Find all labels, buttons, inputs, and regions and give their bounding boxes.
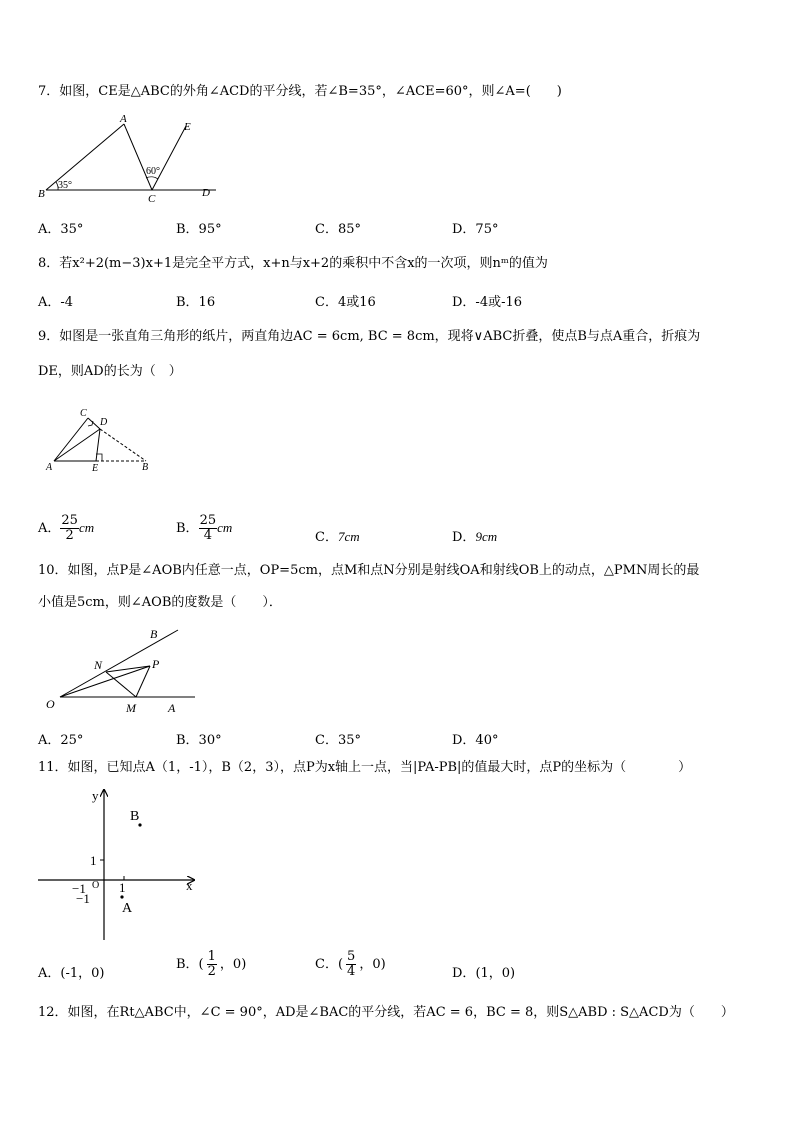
q7-angle-b: 35° (58, 180, 72, 191)
q11-label-a: A (122, 901, 133, 916)
q9-label-b: B (142, 462, 149, 473)
q7-angle-c: 60° (146, 166, 160, 177)
q11-option-b[interactable] (176, 950, 246, 979)
q11-tick-1-x: 1 (119, 880, 126, 895)
q8-option-c[interactable]: C．4或16 (315, 295, 376, 310)
q11-option-d-label: D． (452, 966, 476, 981)
q7-stem: 7．如图，CE是△ABC的外角∠ACD的平分线，若∠B=35°，∠ACE=60°，则∠A=( ) (38, 84, 562, 99)
q8-option-b[interactable]: B．16 (176, 295, 216, 310)
q11-option-b-num: 1 (207, 949, 216, 964)
q11-option-d-text: (1，0) (475, 966, 516, 981)
q9-option-b[interactable] (176, 514, 232, 543)
q9-option-a-unit: cm (78, 520, 95, 535)
q7-label-e: E (184, 121, 191, 133)
q9-label-c: C (80, 408, 87, 419)
q11-option-c-den: 4 (347, 964, 356, 979)
q11-option-b-label: B．( (176, 957, 204, 972)
q11-option-c-tail: ，0) (359, 957, 386, 972)
q9-option-c-label: C． (315, 530, 338, 545)
q9-option-a-label: A． (38, 521, 61, 536)
q7-option-b[interactable]: B．95° (176, 222, 222, 237)
q11-option-b-tail: ，0) (219, 957, 247, 972)
q10-label-m: M (126, 701, 136, 715)
q10-stem-line1: 10．如图，点P是∠AOB内任意一点，OP=5cm，点M和点N分别是射线OA和射线OB上的动点，△PMN周长的最 (38, 563, 700, 578)
q9-option-d-label: D． (452, 530, 476, 545)
q10-stem-line2: 小值是5cm，则∠AOB的度数是（ ）． (38, 595, 282, 610)
q10-label-p: P (152, 657, 160, 671)
q11-option-a-text: (-1，0) (60, 966, 105, 981)
q11-tick-neg1-x: −1 (72, 881, 86, 896)
q9-option-b-unit: cm (217, 520, 233, 535)
q11-tick-1-y: 1 (90, 853, 97, 868)
q9-stem-line2: DE，则AD的长为（ ） (38, 364, 182, 379)
q9-label-a: A (46, 462, 53, 473)
q11-label-x: x (186, 878, 193, 893)
q9-option-c-text: 7cm (337, 529, 360, 544)
q10-label-a: A (168, 701, 176, 715)
q11-label-origin: O (92, 880, 100, 891)
q11-stem: 11．如图，已知点A（1，-1），B（2，3），点P为x轴上一点，当|PA-PB|的值最大时，点P的坐标为（ ） (38, 760, 692, 775)
q7-figure (34, 110, 224, 206)
q7-option-a[interactable]: A．35° (38, 222, 84, 237)
q9-option-a-num: 25 (61, 513, 78, 528)
q11-option-a[interactable] (38, 962, 104, 981)
q10-label-o: O (46, 697, 55, 711)
q7-label-c: C (148, 193, 156, 205)
q9-option-a-den: 2 (65, 528, 74, 543)
q11-option-c[interactable] (315, 950, 386, 979)
q12-stem: 12．如图，在Rt△ABC中，∠C = 90°，AD是∠BAC的平分线，若AC = 6，BC = 8，则S△ABD : S△ACD为（ ） (38, 1005, 734, 1020)
q9-option-a[interactable] (38, 514, 94, 543)
q10-option-b[interactable]: B．30° (176, 733, 222, 748)
q11-label-y: y (92, 788, 99, 803)
q9-option-b-num: 25 (199, 513, 217, 528)
q9-label-e: E (92, 463, 99, 474)
q8-option-a[interactable]: A．-4 (38, 295, 74, 310)
q9-figure (40, 404, 170, 476)
q10-option-c[interactable]: C．35° (315, 733, 361, 748)
q11-option-b-den: 2 (207, 964, 216, 979)
q8-option-d[interactable]: D．-4或-16 (452, 295, 523, 310)
q11-tick-neg1-y: −1 (76, 891, 90, 906)
q9-label-d: D (100, 417, 108, 428)
q7-option-c[interactable]: C．85° (315, 222, 361, 237)
q11-option-c-num: 5 (347, 949, 356, 964)
q7-label-b: B (38, 188, 45, 200)
q11-figure (34, 784, 204, 944)
q9-option-b-den: 4 (203, 528, 212, 543)
q10-option-a[interactable]: A．25° (38, 733, 84, 748)
q7-label-d: D (202, 187, 210, 199)
q9-option-b-label: B． (176, 521, 199, 536)
q9-option-c[interactable] (315, 526, 360, 545)
q10-option-d[interactable]: D．40° (452, 733, 499, 748)
q9-stem-line1: 9．如图是一张直角三角形的纸片，两直角边AC = 6cm, BC = 8cm，现将∨ABC折叠，使点B与点A重合，折痕为 (38, 329, 701, 344)
q10-label-b: B (150, 627, 158, 641)
q11-option-a-label: A． (38, 966, 61, 981)
q10-label-n: N (94, 658, 103, 672)
q9-option-d-text: 9cm (475, 529, 498, 544)
q7-label-a: A (120, 113, 127, 125)
q10-figure (40, 622, 200, 718)
q11-label-b: B (130, 809, 140, 824)
q11-option-c-label: C．( (315, 957, 344, 972)
q8-stem: 8．若x²+2(m−3)x+1是完全平方式，x+n与x+2的乘积中不含x的一次项，则nᵐ的值为 (38, 256, 548, 271)
q7-option-d[interactable]: D．75° (452, 222, 499, 237)
q9-option-d[interactable] (452, 526, 497, 545)
q11-option-d[interactable] (452, 962, 515, 981)
